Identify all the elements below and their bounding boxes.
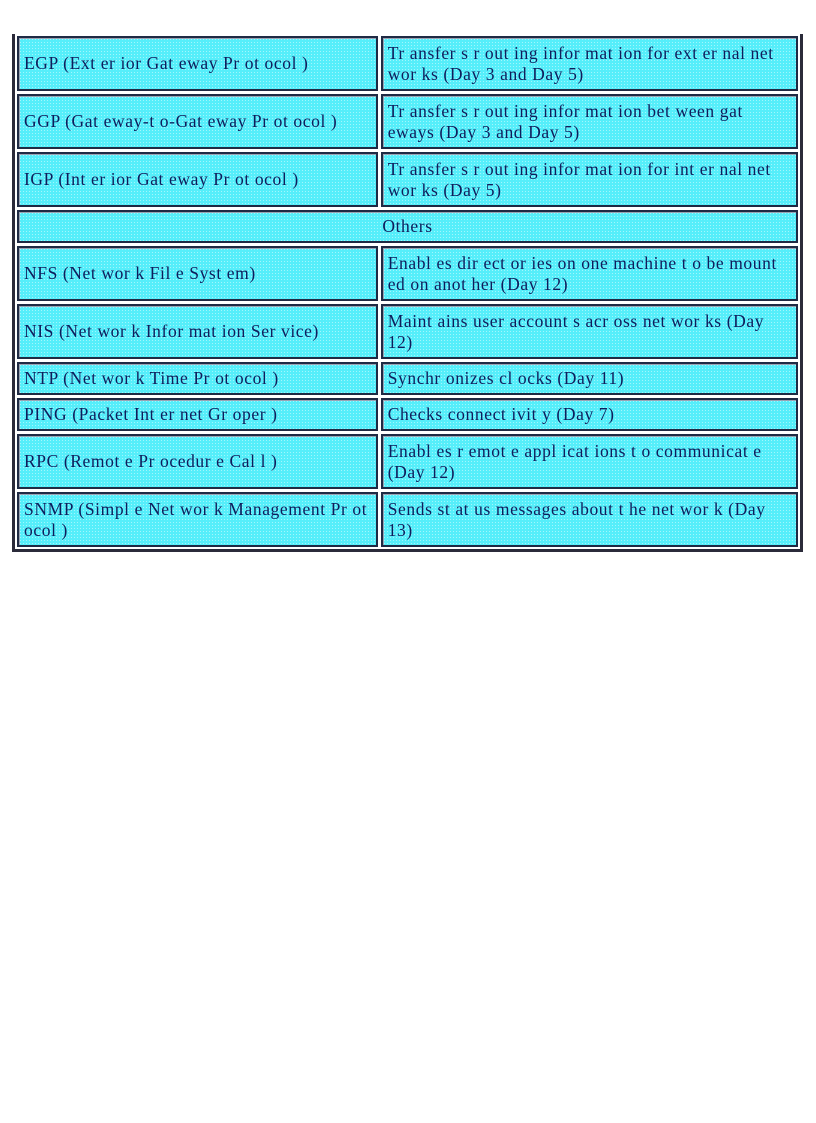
protocol-description: Enabl es dir ect or ies on one machine t o be mount ed on anot her (Day 12)	[387, 252, 777, 294]
protocol-description: Checks connect ivit y (Day 7)	[387, 404, 615, 424]
protocol-description-cell	[381, 94, 798, 149]
protocol-name: PING (Packet Int er net Gr oper )	[24, 404, 278, 424]
section-header-row	[17, 210, 798, 243]
protocol-description: Tr ansfer s r out ing infor mat ion for ext er nal net wor ks (Day 3 and Day 5)	[387, 42, 774, 84]
protocol-description-cell	[381, 152, 798, 207]
protocol-name-cell	[17, 398, 378, 431]
protocol-description-cell	[381, 36, 798, 91]
protocol-name-cell	[17, 304, 378, 359]
table-row	[17, 492, 798, 547]
protocol-description: Tr ansfer s r out ing infor mat ion for int er nal net wor ks (Day 5)	[387, 158, 771, 200]
protocol-description: Synchr onizes cl ocks (Day 11)	[387, 368, 625, 388]
section-header-label: Others	[382, 216, 433, 236]
protocol-table	[12, 34, 803, 552]
protocol-name-cell	[17, 152, 378, 207]
protocol-name: EGP (Ext er ior Gat eway Pr ot ocol )	[24, 53, 309, 73]
protocol-name: GGP (Gat eway-t o-Gat eway Pr ot ocol )	[24, 111, 338, 131]
protocol-name-cell	[17, 434, 378, 489]
protocol-name: NTP (Net wor k Time Pr ot ocol )	[24, 368, 279, 388]
protocol-description: Tr ansfer s r out ing infor mat ion bet ween gat eways (Day 3 and Day 5)	[387, 100, 743, 142]
table-row	[17, 94, 798, 149]
protocol-name-cell	[17, 362, 378, 395]
section-header	[17, 210, 798, 243]
protocol-name: NIS (Net wor k Infor mat ion Ser vice)	[24, 321, 319, 341]
protocol-description-cell	[381, 492, 798, 547]
protocol-description-cell	[381, 434, 798, 489]
protocol-name-cell	[17, 492, 378, 547]
protocol-description: Maint ains user account s acr oss net wor ks (Day 12)	[387, 310, 765, 352]
table-row	[17, 398, 798, 431]
table-row	[17, 362, 798, 395]
protocol-description: Enabl es r emot e appl icat ions t o communicat e (Day 12)	[387, 440, 762, 482]
protocol-name: SNMP (Simpl e Net wor k Management Pr ot ocol )	[24, 498, 368, 540]
table-row	[17, 304, 798, 359]
protocol-name: RPC (Remot e Pr ocedur e Cal l )	[24, 451, 278, 471]
protocol-description-cell	[381, 362, 798, 395]
protocol-name-cell	[17, 36, 378, 91]
protocol-name-cell	[17, 94, 378, 149]
table-row	[17, 246, 798, 301]
protocol-name: NFS (Net wor k Fil e Syst em)	[24, 263, 256, 283]
protocol-description-cell	[381, 398, 798, 431]
protocol-description-cell	[381, 304, 798, 359]
table-row	[17, 152, 798, 207]
protocol-description: Sends st at us messages about t he net wor k (Day 13)	[387, 498, 766, 540]
protocol-name-cell	[17, 246, 378, 301]
table-row	[17, 36, 798, 91]
protocol-name: IGP (Int er ior Gat eway Pr ot ocol )	[24, 169, 299, 189]
table-row	[17, 434, 798, 489]
protocol-description-cell	[381, 246, 798, 301]
